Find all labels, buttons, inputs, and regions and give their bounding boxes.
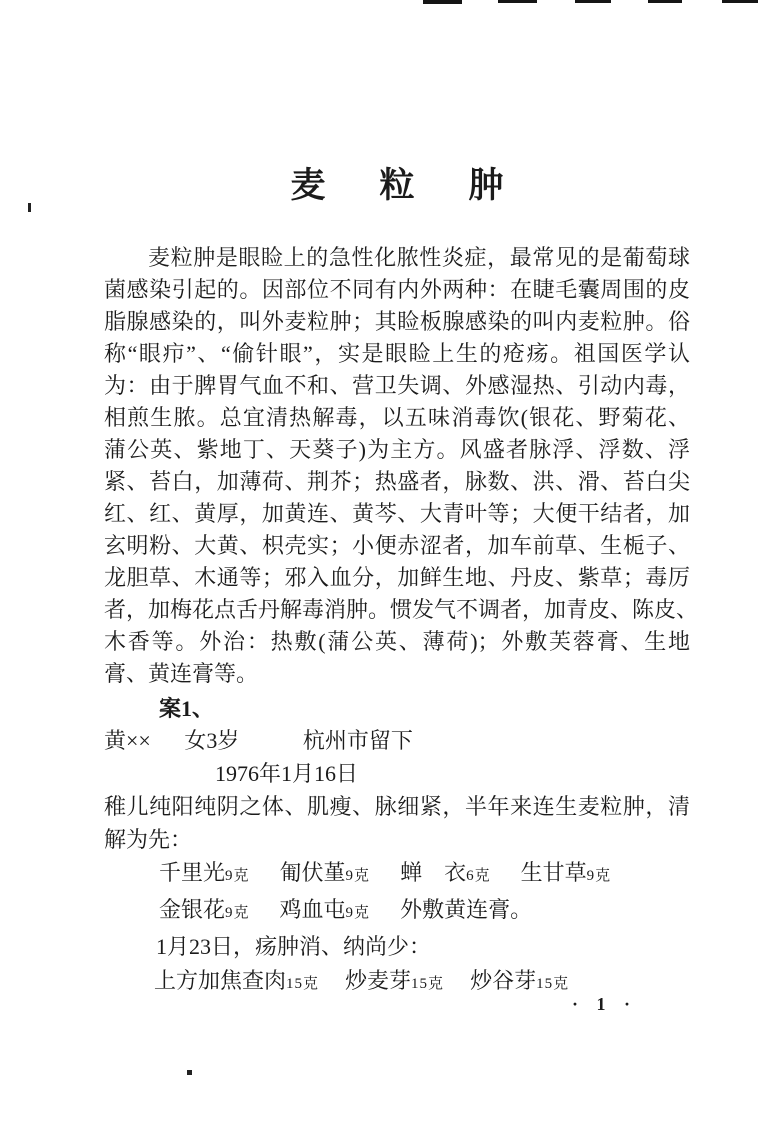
prescription-row-1 [159, 856, 690, 893]
intro-text-line: 膏、黄连膏等。 [104, 661, 259, 686]
page-number: · 1 · [572, 994, 638, 1014]
scan-speck [28, 203, 31, 212]
herb-dose: 9克 [586, 868, 612, 884]
intro-text-line: 玄明粉、大黄、枳壳实；小便赤涩者，加车前草、生栀子、 [104, 533, 690, 558]
case-1-section [104, 694, 690, 1001]
visit-date: 1976年1月16日 [215, 761, 359, 786]
chapter-title-char: 麦 [290, 166, 326, 205]
prescription-row-2 [159, 893, 690, 930]
chapter-title-char: 粒 [379, 166, 415, 205]
intro-paragraph [104, 242, 699, 690]
case-heading: 案1、 [159, 696, 215, 721]
scan-artifact-mark [498, 0, 537, 3]
herb-item [280, 856, 371, 893]
intro-text-line: 紧、苔白，加薄荷、荆芥；热盛者，脉数、洪、滑、苔白尖 [104, 469, 690, 494]
scan-artifact-mark [423, 0, 462, 4]
followup-note: 1月23日，疡肿消、纳尚少： [156, 934, 432, 959]
patient-info-row [104, 724, 690, 757]
herb-name: 生甘草 [520, 860, 587, 885]
herb-item [280, 893, 371, 930]
herb-dose: 9克 [225, 868, 250, 884]
intro-text-line: 蒲公英、紫地丁、天葵子)为主方。风盛者脉浮、浮数、浮 [104, 437, 690, 462]
scan-artifact-mark [575, 0, 611, 3]
herb-item [400, 856, 491, 893]
herb-item [521, 856, 612, 893]
chapter-title [104, 164, 690, 208]
herb-dose: 9克 [345, 868, 371, 884]
patient-name: 黄×× [104, 728, 151, 753]
scan-artifact-mark [722, 0, 758, 3]
herb-name: 炒麦芽 [345, 968, 412, 993]
herb-dose: 15克 [411, 976, 445, 992]
herb-name: 蝉 衣 [400, 860, 467, 885]
herb-dose: 9克 [345, 905, 371, 921]
herb-name: 匍伏堇 [279, 860, 346, 885]
herb-dose: 9克 [225, 905, 250, 921]
herb-item [345, 964, 444, 1001]
intro-text-line: 为：由于脾胃气血不和、营卫失调、外感湿热、引动内毒， [104, 373, 690, 398]
scan-artifact-mark [648, 0, 682, 3]
herb-dose: 15克 [286, 976, 320, 992]
intro-text-line: 麦粒肿是眼睑上的急性化脓性炎症，最常见的是葡萄球 [148, 245, 690, 270]
intro-text-line: 木香等。外治：热敷(蒲公英、薄荷)；外敷芙蓉膏、生地 [104, 629, 690, 654]
intro-text-line: 红、红、黄厚，加黄连、黄芩、大青叶等；大便干结者，加 [104, 501, 690, 526]
intro-text-line: 脂腺感染的，叫外麦粒肿；其睑板腺感染的叫内麦粒肿。俗 [104, 309, 690, 334]
intro-text-line: 龙胆草、木通等；邪入血分，加鲜生地、丹皮、紫草；毒厉 [104, 565, 690, 590]
herb-name: 外敷黄连膏。 [400, 897, 533, 922]
herb-name: 上方加焦查肉 [154, 968, 287, 993]
page-content [104, 160, 699, 1001]
assessment-paragraph [104, 790, 690, 856]
herb-item [159, 856, 250, 893]
herb-name: 千里光 [159, 860, 226, 885]
assessment-text-line: 解为先： [104, 827, 193, 852]
herb-item [470, 964, 569, 1001]
herb-name: 炒谷芽 [470, 968, 537, 993]
herb-name: 鸡血屯 [279, 897, 346, 922]
chapter-title-char: 肿 [468, 166, 504, 205]
herb-dose: 15克 [536, 976, 570, 992]
scan-speck [187, 1070, 192, 1075]
patient-location: 杭州市留下 [302, 728, 413, 753]
assessment-text-line: 稚儿纯阳纯阴之体、肌瘦、脉细紧，半年来连生麦粒肿，清 [104, 794, 690, 819]
intro-text-line: 相煎生脓。总宜清热解毒，以五味消毒饮(银花、野菊花、 [104, 405, 690, 430]
intro-text-line: 称“眼疖”、“偷针眼”，实是眼睑上生的疮疡。祖国医学认 [104, 341, 690, 366]
intro-text-line: 菌感染引起的。因部位不同有内外两种：在睫毛囊周围的皮 [104, 277, 690, 302]
patient-sex-age: 女3岁 [184, 728, 240, 753]
herb-item [400, 893, 532, 930]
herb-dose: 6克 [466, 868, 491, 884]
herb-name: 金银花 [159, 897, 226, 922]
intro-text-line: 者，加梅花点舌丹解毒消肿。惯发气不调者，加青皮、陈皮、 [104, 597, 699, 622]
herb-item [154, 964, 319, 1001]
herb-item [159, 893, 250, 930]
